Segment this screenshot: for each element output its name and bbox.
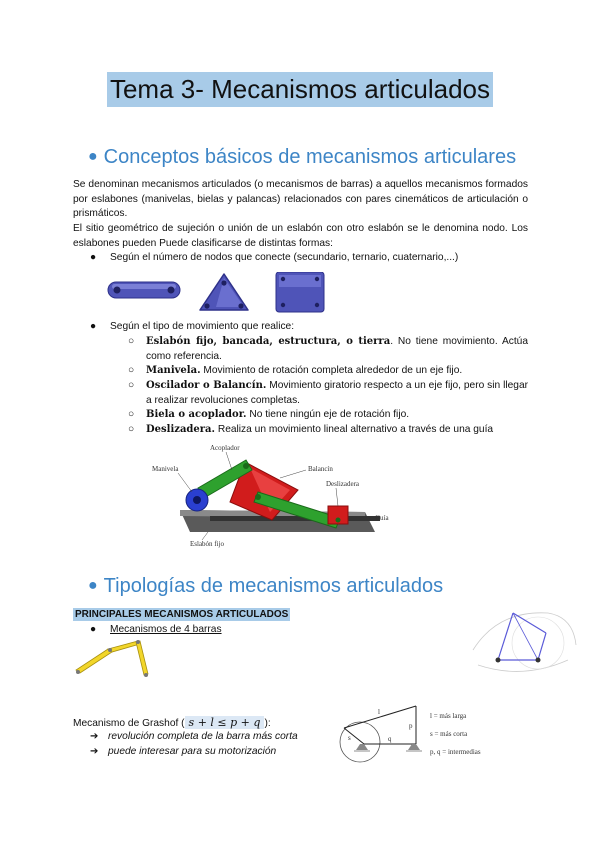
circle-bullet-icon: ○ [128,424,135,435]
legend-l: l = más larga [430,712,467,720]
item-bold: Eslabón fijo, bancada, estructura, o tierra [146,336,391,347]
bullet-nodes-text: Según el número de nodos que conecte (secundario, ternario, cuaternario,...) [110,252,459,263]
bar-letter-s: s [348,734,351,742]
four-bar-yellow-image [70,632,160,682]
label-balancin: Balancín [308,465,333,473]
binary-link-icon [108,282,180,298]
section2-heading-text: Tipologías de mecanismos articulados [103,575,444,597]
quaternary-link-icon [276,272,324,312]
item-rest: Movimiento de rotación completa alrededor de un eje fijo. [200,365,463,376]
grashof-diagram [334,700,499,775]
bullet-dot-icon: ● [88,148,98,165]
item-rest: . No tiene movimiento. Actúa como referencia. [146,336,529,362]
item-biela [130,408,528,423]
bullet-dot-icon: ● [88,577,98,594]
bullet-movement-text: Según el tipo de movimiento que realice: [110,321,295,332]
item-rest: No tiene ningún eje de rotación fijo. [246,409,410,420]
bullet-dot-icon: ● [90,624,97,635]
section1-heading [88,146,516,169]
bullet-movement [90,320,294,335]
legend-s: s = más corta [430,730,468,738]
arrow-item-revolucion [90,731,298,742]
link-shapes-image [104,272,344,317]
circle-bullet-icon: ○ [128,380,135,391]
label-manivela: Manivela [152,465,179,473]
circle-bullet-icon: ○ [128,365,135,376]
section1-heading-text: Conceptos básicos de mecanismos articulares [103,146,517,168]
principales-label: PRINCIPALES MECANISMOS ARTICULADOS [75,609,289,620]
four-bar-blue-sketch [468,605,578,680]
bar-letter-q: q [388,735,392,743]
grashof-formula: s + l ≤ p + q [185,716,265,729]
arrow-right-icon: ➔ [90,746,99,757]
mechanism-diagram [150,440,395,552]
label-guia: Guía [375,514,389,522]
grashof-prefix: Mecanismo de Grashof ( [73,718,185,729]
label-acoplador: Acoplador [210,444,240,452]
item-bold: Manivela. [146,365,201,376]
item-deslizadera [130,423,528,438]
item-rest: Movimiento giratorio respecto a un eje fijo, pero sin llegar a realizar revoluciones completas. [146,380,528,406]
legend-pq: p, q = intermedias [430,748,481,756]
arrow-item-motorizacion [90,746,276,757]
section2-heading [88,575,443,598]
bullet-dot-icon: ● [90,252,97,263]
arrow-right-icon: ➔ [90,731,99,742]
grashof-line [73,716,271,729]
intro-paragraph: Se denominan mecanismos articulados (o mecanismos de barras) a aquellos mecanismos formados por eslabones (manivelas, bielas y palancas) relacionados con pares cinemáticos de articulación o prismáticos. [73,179,528,220]
bar-letter-p: p [409,722,413,730]
nodo-paragraph: El sitio geométrico de sujeción o unión de un eslabón con otro eslabón se le denomina nodo. Los eslabones pueden Puede clasificarse de distintas formas: [73,223,528,249]
mech4-text: Mecanismos de 4 barras [110,624,222,635]
item-bold: Deslizadera. [146,424,216,435]
grashof-suffix: ): [264,718,271,729]
bar-letter-l: l [378,708,380,716]
circle-bullet-icon: ○ [128,336,135,347]
circle-bullet-icon: ○ [128,409,135,420]
bullet-nodes [90,251,458,266]
item-oscilador [130,379,528,408]
bullet-dot-icon: ● [90,321,97,332]
item-manivela [130,364,528,379]
item-rest: Realiza un movimiento lineal alternativo a través de una guía [215,424,494,435]
item-bold: Oscilador o Balancín. [146,380,267,391]
ternary-link-icon [200,274,248,310]
label-deslizadera: Deslizadera [326,480,360,488]
guide-rail [210,516,380,521]
arrow-item-text: puede interesar para su motorización [108,746,277,757]
item-eslabon-fijo [130,335,528,364]
item-bold: Biela o acoplador. [146,409,247,420]
page-title: Tema 3- Mecanismos articulados [107,72,493,107]
arrow-item-text: revolución completa de la barra más corta [108,731,298,742]
title-wrap [0,72,600,107]
label-eslabon-fijo: Eslabón fijo [190,540,225,548]
